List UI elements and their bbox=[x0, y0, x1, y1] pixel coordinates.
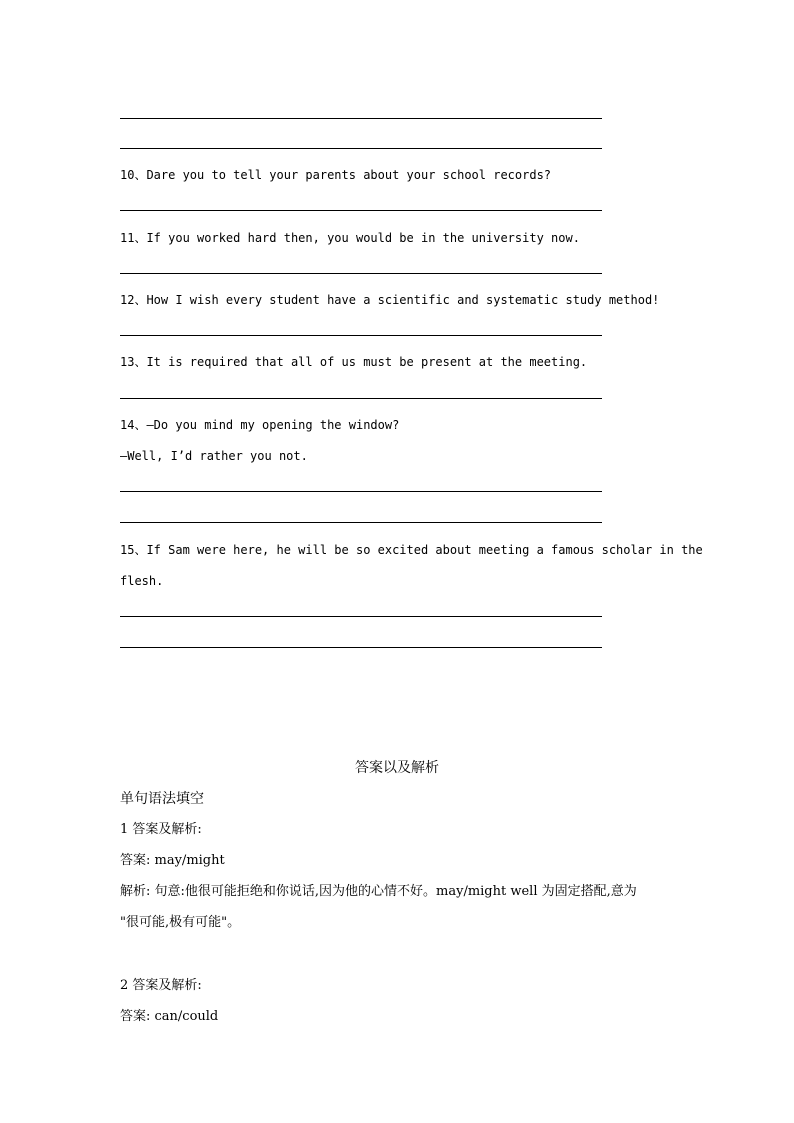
answer-1-heading: 1 答案及解析: bbox=[120, 822, 202, 837]
question-13: 13、It is required that all of us must be present at the meeting. bbox=[120, 355, 588, 369]
answer-line bbox=[120, 210, 602, 211]
question-14-line-2: —Well, I’d rather you not. bbox=[120, 449, 308, 463]
question-15-line-1: 15、If Sam were here, he will be so excited about meeting a famous scholar in the bbox=[120, 543, 703, 557]
question-10: 10、Dare you to tell your parents about your school records? bbox=[120, 168, 552, 182]
answer-line bbox=[120, 398, 602, 399]
answer-line bbox=[120, 491, 602, 492]
question-12: 12、How I wish every student have a scientific and systematic study method! bbox=[120, 293, 660, 307]
answer-line bbox=[120, 616, 602, 617]
answer-2-value: 答案: can/could bbox=[120, 1009, 219, 1024]
answer-line bbox=[120, 647, 602, 648]
section-heading: 单句语法填空 bbox=[120, 791, 204, 807]
answer-line bbox=[120, 118, 602, 119]
answer-1-value: 答案: may/might bbox=[120, 853, 225, 868]
question-11: 11、If you worked hard then, you would be in the university now. bbox=[120, 231, 580, 245]
answer-line bbox=[120, 273, 602, 274]
answers-title: 答案以及解析 bbox=[355, 760, 439, 776]
answer-1-explanation-line-1: 解析: 句意:他很可能拒绝和你说话,因为他的心情不好。may/might well 为固定搭配,意为 bbox=[120, 884, 637, 899]
answer-line bbox=[120, 335, 602, 336]
answer-line bbox=[120, 148, 602, 149]
answer-1-explanation-line-2: "很可能,极有可能"。 bbox=[120, 915, 241, 930]
question-14-line-1: 14、—Do you mind my opening the window? bbox=[120, 418, 400, 432]
answer-2-heading: 2 答案及解析: bbox=[120, 978, 202, 993]
question-15-line-2: flesh. bbox=[120, 574, 164, 588]
answer-line bbox=[120, 522, 602, 523]
